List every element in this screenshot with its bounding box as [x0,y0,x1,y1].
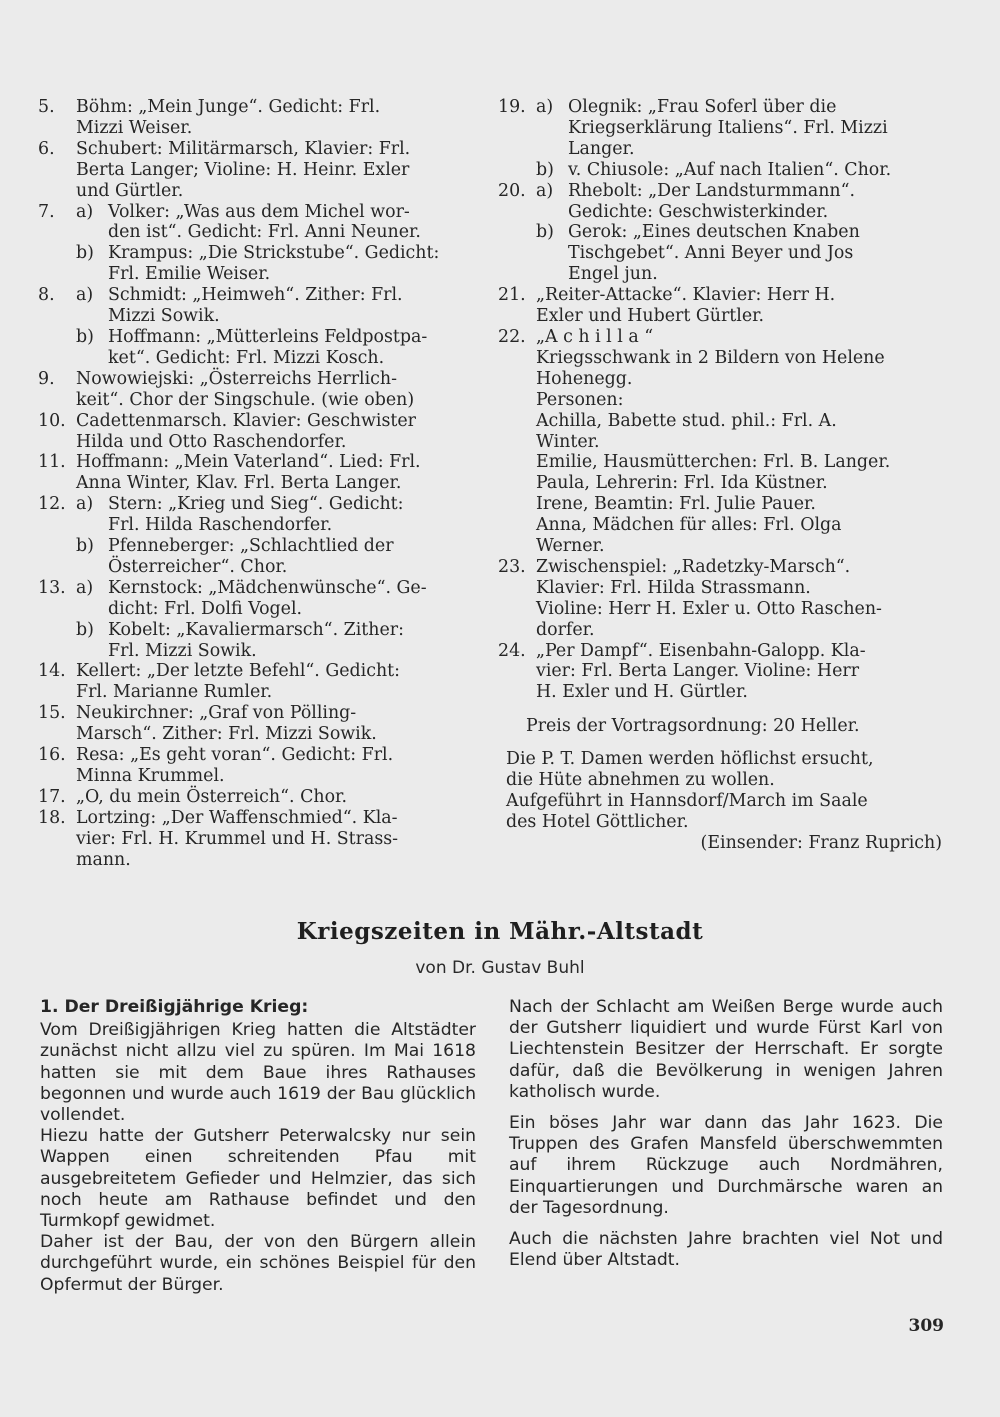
program-item-line: dorfer. [536,619,595,640]
article-title: Kriegszeiten in Mähr.-Altstadt [296,918,704,945]
program-item-number: 7. [38,201,55,222]
program-item [498,641,944,704]
program-item-line: Neukirchner: „Graf von Pölling- [76,703,357,724]
program-item [498,327,944,557]
program-item-line: und Gürtler. [76,180,184,201]
program-item-line: Zwischenspiel: „Radetzky-Marsch“. [536,556,851,577]
article-author: von Dr. Gustav Buhl [415,958,585,978]
program-item [38,703,476,745]
program-subitem-label: b) [76,243,94,264]
program-item-number: 15. [38,703,66,724]
program-item-line: Hoffmann: „Mein Vaterland“. Lied: Frl. [76,452,421,473]
program-subitem-line: Frl. Mizzi Sowik. [108,640,257,661]
program-item-number: 8. [38,285,55,306]
program-item-line: Hilda und Otto Raschendorfer. [76,431,347,452]
program-item-line: Kellert: „Der letzte Befehl“. Gedicht: [76,661,400,682]
program-subitem-line: dicht: Frl. Dolfi Vogel. [108,598,303,619]
program-subitem-line: Krampus: „Die Strickstube“. Gedicht: [108,243,440,264]
venue-line: Aufgeführt in Hannsdorf/March im Saale [506,791,868,811]
article-paragraph: Ein böses Jahr war dann das Jahr 1623. Die Truppen des Grafen Mansfeld überschwemmten auf ihrem Rückzuge auch Nordmähren, Einquartierungen und Durchmärsche waren an der Tagesordnung. [509,1113,943,1218]
program-item-line: Exler und Hubert Gürtler. [536,306,765,327]
program-item [38,369,476,411]
program-item-number: 18. [38,807,66,828]
program-subitem-label: a) [76,494,94,515]
article-column-left [40,997,476,1296]
program-subitem-label: b) [536,222,554,243]
program-subitem-line: ket“. Gedicht: Frl. Mizzi Kosch. [108,347,385,368]
program-item-line: Emilie, Hausmütterchen: Frl. B. Langer. [536,452,891,473]
hat-notice-line: die Hüte abnehmen zu wollen. [506,770,775,791]
program-item-number: 14. [38,661,66,682]
program-subitem [76,620,476,662]
program-item-line: Winter. [536,431,600,452]
program-item-line: Violine: Herr H. Exler u. Otto Raschen- [536,598,882,619]
program-item [38,494,476,578]
program-item-line: Kriegsschwank in 2 Bildern von Helene [536,347,885,368]
program-item-line: Anna Winter, Klav. Frl. Berta Langer. [76,473,402,494]
program-item-line: H. Exler und H. Gürtler. [536,682,748,703]
program-item [498,557,944,641]
program-subitem-line: Mizzi Sowik. [108,306,220,327]
program-item-line: Irene, Beamtin: Frl. Julie Pauer. [536,494,816,515]
program-subitem-line: Frl. Emilie Weiser. [108,264,271,285]
program-subitem [76,494,476,536]
program-item-number: 21. [498,285,526,306]
program-subitem-line: Frl. Hilda Raschendorfer. [108,515,333,536]
program-item-line: Minna Krummel. [76,766,225,786]
program-item-line: „Reiter-Attacke“. Klavier: Herr H. [536,285,836,306]
article-paragraph: Nach der Schlacht am Weißen Berge wurde auch der Gutsherr liquidiert und wurde Fürst Karl von Liechtenstein Besitzer der Herrschaft. Er sorgte dafür, daß die Bevölkerung in wenigen Jahren katholisch wurde. [509,997,943,1102]
program-subitem [536,97,944,160]
program-item-line: „Per Dampf“. Eisenbahn-Galopp. Kla- [536,640,866,661]
venue-note [498,791,944,833]
program-item [38,661,476,703]
program-subitem-line: Langer. [568,138,635,159]
program-item-number: 23. [498,556,526,577]
program-item-number: 9. [38,368,55,389]
program-subitem-line: Gedichte: Geschwisterkinder. [568,201,829,222]
sender-credit: (Einsender: Franz Ruprich) [700,832,942,853]
program-list-left [38,97,476,871]
program-subitem-line: Kriegserklärung Italiens“. Frl. Mizzi [568,117,888,138]
program-subitem-line: Gerok: „Eines deutschen Knaben [568,222,860,243]
program-subitem-line: Kobelt: „Kavaliermarsch“. Zither: [108,619,404,640]
program-item [38,285,476,369]
program-subitem-line: Pfenneberger: „Schlachtlied der [108,536,394,557]
program-item [38,452,476,494]
program-item-line: „A c h i l l a “ [536,326,654,347]
program-item [38,411,476,453]
program-subitem-line: Kernstock: „Mädchenwünsche“. Ge- [108,577,427,598]
program-item-number: 19. [498,97,526,117]
program-subitem-line: Tischgebet“. Anni Beyer und Jos [568,243,854,264]
program-item-line: Anna, Mädchen für alles: Frl. Olga [536,515,842,536]
program-item-number: 10. [38,410,66,431]
program-subitem-line: Stern: „Krieg und Sieg“. Gedicht: [108,494,404,515]
program-subitem-label: a) [76,577,94,598]
article-paragraph: Daher ist der Bau, der von den Bürgern allein durchgeführt wurde, ein schönes Beispiel für den Opfermut der Bürger. [40,1232,476,1295]
program-item-line: Resa: „Es geht voran“. Gedicht: Frl. [76,745,394,766]
program-item [38,578,476,662]
program-subitem-line: Olegnik: „Frau Soferl über die [568,97,837,117]
program-item-line: mann. [76,849,131,870]
section-title: 1. Der Dreißigjährige Krieg: [40,997,309,1017]
program-subitem-line: Österreicher“. Chor. [108,556,288,577]
program-subitem-line: Hoffmann: „Mütterleins Feldpostpa- [108,326,428,347]
program-subitem-label: b) [536,159,554,180]
program-subitem-line: v. Chiusole: „Auf nach Italien“. Chor. [568,159,892,180]
program-item-line: Frl. Marianne Rumler. [76,682,273,703]
program-list-right [498,97,944,854]
program-item [38,787,476,808]
program-list-right-items [498,97,944,703]
program-price: Preis der Vortragsordnung: 20 Heller. [526,716,860,737]
program-item [38,97,476,139]
program-item-line: Schubert: Militärmarsch, Klavier: Frl. [76,138,411,159]
program-item-number: 11. [38,452,66,473]
program-subitem-label: a) [536,97,554,117]
program-subitem-line: den ist“. Gedicht: Frl. Anni Neuner. [108,222,421,243]
program-subitem-label: b) [76,619,94,640]
program-item [38,202,476,286]
program-item-line: Achilla, Babette stud. phil.: Frl. A. [536,410,837,431]
program-subitem-line: Volker: „Was aus dem Michel wor- [108,201,410,222]
page-number: 309 [908,1316,944,1336]
program-item-line: Berta Langer; Violine: H. Heinr. Exler [76,159,410,180]
program-item-line: Nowowiejski: „Österreichs Herrlich- [76,368,397,389]
article-column-right [509,997,943,1271]
article-paragraph: Hiezu hatte der Gutsherr Peterwalcsky nur sein Wappen einen schreitenden Pfau mit ausgebreitetem Gefieder und Helmzier, das sich noch heute am Rathause befindet und den Turmkopf gewidmet. [40,1126,476,1232]
program-item [498,97,944,181]
program-subitem [536,160,944,181]
program-item-number: 6. [38,138,55,159]
program-subitem-line: Rhebolt: „Der Landsturmmann“. [568,180,856,201]
program-item-line: vier: Frl. H. Krummel und H. Strass- [76,828,399,849]
program-subitem-label: b) [76,536,94,557]
program-subitem [76,285,476,327]
program-subitem-label: a) [76,285,94,306]
program-item-line: „O, du mein Österreich“. Chor. [76,786,347,807]
program-item-line: Personen: [536,389,624,410]
program-item [498,181,944,286]
program-item-number: 20. [498,180,526,201]
program-item [38,139,476,202]
article-paragraph: Vom Dreißigjährigen Krieg hatten die Altstädter zunächst nicht allzu viel zu spüren. Im Mai 1618 hatten sie mit dem Baue ihres Rathauses begonnen und wurde auch 1619 der Bau glücklich vollendet. [40,1020,476,1126]
program-item-line: Hohenegg. [536,368,633,389]
hat-notice [498,749,944,791]
program-item-number: 5. [38,97,55,117]
program-subitem-line: Engel jun. [568,264,658,285]
program-item-number: 13. [38,577,66,598]
program-item-line: Mizzi Weiser. [76,117,193,138]
program-subitem-line: Schmidt: „Heimweh“. Zither: Frl. [108,285,403,306]
venue-line: des Hotel Göttlicher. [506,811,689,832]
program-subitem [536,222,944,285]
program-item-line: Cadettenmarsch. Klavier: Geschwister [76,410,416,431]
program-item-line: Marsch“. Zither: Frl. Mizzi Sowik. [76,724,377,745]
program-item-line: Lortzing: „Der Waffenschmied“. Kla- [76,807,398,828]
program-item [498,285,944,327]
program-item-line: Klavier: Frl. Hilda Strassmann. [536,577,811,598]
program-item-line: Böhm: „Mein Junge“. Gedicht: Frl. [76,97,381,117]
program-subitem-label: b) [76,326,94,347]
program-item-number: 24. [498,640,526,661]
program-item [38,808,476,871]
program-subitem [76,243,476,285]
program-subitem [76,578,476,620]
program-item-number: 16. [38,745,66,766]
program-subitem [76,327,476,369]
program-subitem [76,202,476,244]
program-item-line: Werner. [536,536,605,557]
program-subitem-label: a) [76,201,94,222]
program-item-line: keit“. Chor der Singschule. (wie oben) [76,389,415,410]
program-item-number: 12. [38,494,66,515]
program-item-number: 17. [38,786,66,807]
program-item-number: 22. [498,326,526,347]
program-item [38,745,476,787]
article-paragraph: Auch die nächsten Jahre brachten viel Not und Elend über Altstadt. [509,1229,943,1271]
program-subitem [536,181,944,223]
program-subitem [76,536,476,578]
program-subitem-label: a) [536,180,554,201]
program-item-line: Paula, Lehrerin: Frl. Ida Küstner. [536,473,828,494]
hat-notice-line: Die P. T. Damen werden höflichst ersucht, [506,749,874,770]
program-item-line: vier: Frl. Berta Langer. Violine: Herr [536,661,860,682]
